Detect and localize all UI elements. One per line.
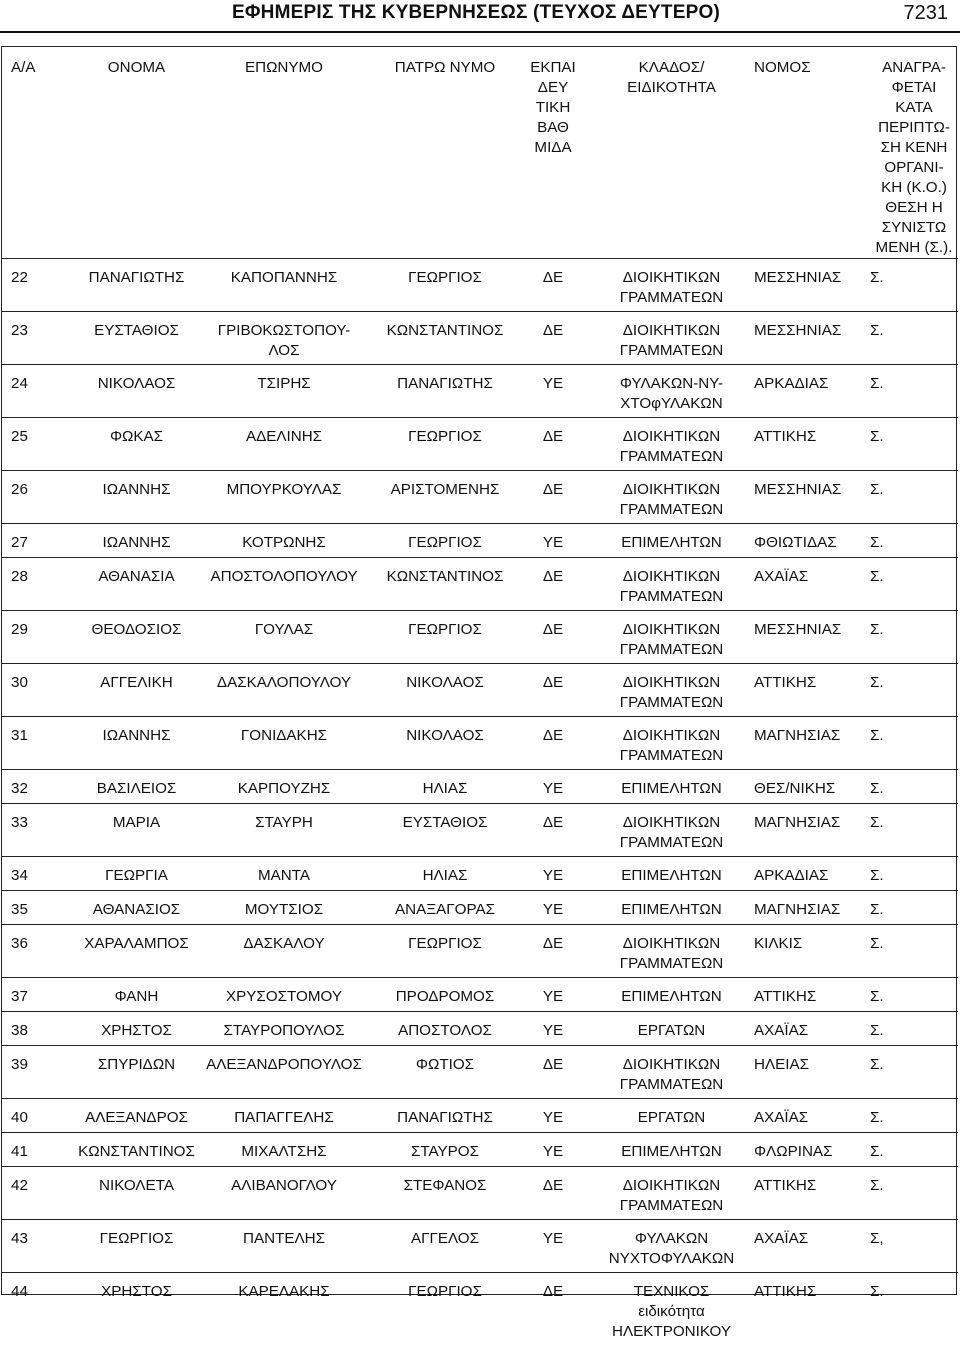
cell-branch: ΕΠΙΜΕΛΗΤΩΝ: [589, 770, 754, 804]
table-row: [2, 1099, 958, 1133]
cell-level: ΔΕ: [517, 312, 589, 365]
cell-branch: ΕΠΙΜΕΛΗΤΩΝ: [589, 524, 754, 558]
cell-post: Σ.: [864, 1167, 958, 1220]
cell-aa: 35: [2, 891, 78, 925]
cell-level: ΥΕ: [517, 1099, 589, 1133]
cell-branch: ΔΙΟΙΚΗΤΙΚΩΝ ΓΡΑΜΜΑΤΕΩΝ: [589, 259, 754, 312]
cell-surname: ΑΛΙΒΑΝΟΓΛΟΥ: [195, 1167, 373, 1220]
cell-surname: ΠΑΝΤΕΛΗΣ: [195, 1220, 373, 1273]
table-row: [2, 524, 958, 558]
cell-branch: ΔΙΟΙΚΗΤΙΚΩΝ ΓΡΑΜΜΑΤΕΩΝ: [589, 804, 754, 857]
cell-surname: ΠΑΠΑΓΓΕΛΗΣ: [195, 1099, 373, 1133]
cell-post: Σ.: [864, 1046, 958, 1099]
cell-post: Σ.: [864, 611, 958, 664]
cell-aa: 33: [2, 804, 78, 857]
table-body: [2, 259, 958, 1345]
cell-prefecture: ΑΤΤΙΚΗΣ: [754, 1273, 864, 1345]
cell-post: Σ.: [864, 978, 958, 1012]
cell-surname: ΜΙΧΑΛΤΣΗΣ: [195, 1133, 373, 1167]
cell-name: ΑΓΓΕΛΙΚΗ: [78, 664, 195, 717]
cell-prefecture: ΑΤΤΙΚΗΣ: [754, 418, 864, 471]
cell-aa: 32: [2, 770, 78, 804]
cell-post: Σ.: [864, 857, 958, 891]
cell-level: ΥΕ: [517, 1012, 589, 1046]
cell-post: Σ.: [864, 1099, 958, 1133]
cell-name: ΘΕΟΔΟΣΙΟΣ: [78, 611, 195, 664]
cell-father: ΓΕΩΡΓΙΟΣ: [373, 259, 517, 312]
cell-father: ΠΡΟΔΡΟΜΟΣ: [373, 978, 517, 1012]
cell-name: ΓΕΩΡΓΙΟΣ: [78, 1220, 195, 1273]
cell-prefecture: ΜΕΣΣΗΝΙΑΣ: [754, 312, 864, 365]
cell-aa: 26: [2, 471, 78, 524]
cell-post: Σ.: [864, 891, 958, 925]
cell-level: ΔΕ: [517, 1046, 589, 1099]
col-header-post: ΑΝΑΓΡΑ- ΦΕΤΑΙ ΚΑΤΑ ΠΕΡΙΠΤΩ- ΣΗ ΚΕΝΗ ΟΡΓΑΝΙ- ΚΗ (Κ.Ο.) ΘΕΣΗ Η ΣΥΝΙΣΤΩ ΜΕΝΗ (Σ.).: [864, 47, 958, 259]
cell-father: ΑΓΓΕΛΟΣ: [373, 1220, 517, 1273]
col-header-surname: ΕΠΩΝΥΜΟ: [195, 47, 373, 259]
table-row: [2, 312, 958, 365]
cell-name: ΧΑΡΑΛΑΜΠΟΣ: [78, 925, 195, 978]
table-row: [2, 891, 958, 925]
table-row: [2, 259, 958, 312]
cell-surname: ΚΑΡΠΟΥΖΗΣ: [195, 770, 373, 804]
cell-surname: ΣΤΑΥΡΗ: [195, 804, 373, 857]
cell-prefecture: ΦΘΙΩΤΙΔΑΣ: [754, 524, 864, 558]
cell-surname: ΑΔΕΛΙΝΗΣ: [195, 418, 373, 471]
cell-father: ΓΕΩΡΓΙΟΣ: [373, 611, 517, 664]
cell-name: ΙΩΑΝΝΗΣ: [78, 717, 195, 770]
cell-name: ΝΙΚΟΛΕΤΑ: [78, 1167, 195, 1220]
cell-level: ΥΕ: [517, 1220, 589, 1273]
cell-name: ΣΠΥΡΙΔΩΝ: [78, 1046, 195, 1099]
cell-prefecture: ΗΛΕΙΑΣ: [754, 1046, 864, 1099]
cell-surname: ΓΟΥΛΑΣ: [195, 611, 373, 664]
cell-name: ΒΑΣΙΛΕΙΟΣ: [78, 770, 195, 804]
cell-aa: 37: [2, 978, 78, 1012]
table-row: [2, 471, 958, 524]
cell-branch: ΦΥΛΑΚΩΝ-ΝΥ- ΧΤΟφΥΛΑΚΩΝ: [589, 365, 754, 418]
cell-level: ΔΕ: [517, 259, 589, 312]
cell-level: ΥΕ: [517, 891, 589, 925]
cell-level: ΥΕ: [517, 770, 589, 804]
cell-surname: ΑΛΕΞΑΝΔΡΟΠΟΥΛΟΣ: [195, 1046, 373, 1099]
cell-prefecture: ΜΕΣΣΗΝΙΑΣ: [754, 471, 864, 524]
cell-prefecture: ΜΑΓΝΗΣΙΑΣ: [754, 804, 864, 857]
cell-surname: ΔΑΣΚΑΛΟΥ: [195, 925, 373, 978]
cell-post: Σ.: [864, 471, 958, 524]
cell-surname: ΔΑΣΚΑΛΟΠΟΥΛΟΥ: [195, 664, 373, 717]
cell-father: ΠΑΝΑΓΙΩΤΗΣ: [373, 1099, 517, 1133]
cell-surname: ΜΑΝΤΑ: [195, 857, 373, 891]
cell-branch: ΔΙΟΙΚΗΤΙΚΩΝ ΓΡΑΜΜΑΤΕΩΝ: [589, 558, 754, 611]
cell-post: Σ.: [864, 259, 958, 312]
table-row: [2, 1046, 958, 1099]
cell-branch: ΕΠΙΜΕΛΗΤΩΝ: [589, 978, 754, 1012]
cell-level: ΔΕ: [517, 664, 589, 717]
table-row: [2, 1012, 958, 1046]
cell-surname: ΓΟΝΙΔΑΚΗΣ: [195, 717, 373, 770]
cell-post: Σ.: [864, 524, 958, 558]
cell-name: ΜΑΡΙΑ: [78, 804, 195, 857]
cell-prefecture: ΜΑΓΝΗΣΙΑΣ: [754, 891, 864, 925]
cell-father: ΚΩΝΣΤΑΝΤΙΝΟΣ: [373, 312, 517, 365]
cell-level: ΔΕ: [517, 1273, 589, 1345]
table-row: [2, 558, 958, 611]
cell-prefecture: ΑΤΤΙΚΗΣ: [754, 1167, 864, 1220]
cell-aa: 24: [2, 365, 78, 418]
cell-surname: ΤΣΙΡΗΣ: [195, 365, 373, 418]
cell-aa: 36: [2, 925, 78, 978]
cell-prefecture: ΑΤΤΙΚΗΣ: [754, 978, 864, 1012]
cell-post: Σ.: [864, 1012, 958, 1046]
table-row: [2, 664, 958, 717]
cell-post: Σ.: [864, 717, 958, 770]
cell-name: ΙΩΑΝΝΗΣ: [78, 524, 195, 558]
cell-aa: 39: [2, 1046, 78, 1099]
cell-branch: ΔΙΟΙΚΗΤΙΚΩΝ ΓΡΑΜΜΑΤΕΩΝ: [589, 664, 754, 717]
cell-name: ΑΘΑΝΑΣΙΑ: [78, 558, 195, 611]
cell-branch: ΕΠΙΜΕΛΗΤΩΝ: [589, 857, 754, 891]
page-number: 7231: [904, 2, 949, 25]
table-row: [2, 1273, 958, 1345]
cell-branch: ΕΡΓΑΤΩΝ: [589, 1099, 754, 1133]
cell-prefecture: ΑΧΑΪΑΣ: [754, 1099, 864, 1133]
cell-name: ΧΡΗΣΤΟΣ: [78, 1012, 195, 1046]
cell-level: ΥΕ: [517, 978, 589, 1012]
cell-surname: ΜΠΟΥΡΚΟΥΛΑΣ: [195, 471, 373, 524]
cell-name: ΕΥΣΤΑΘΙΟΣ: [78, 312, 195, 365]
cell-prefecture: ΜΕΣΣΗΝΙΑΣ: [754, 259, 864, 312]
cell-branch: ΔΙΟΙΚΗΤΙΚΩΝ ΓΡΑΜΜΑΤΕΩΝ: [589, 925, 754, 978]
cell-post: Σ.: [864, 1133, 958, 1167]
cell-post: Σ.: [864, 1273, 958, 1345]
cell-aa: 28: [2, 558, 78, 611]
cell-aa: 42: [2, 1167, 78, 1220]
cell-branch: ΦΥΛΑΚΩΝ ΝΥΧΤΟΦΥΛΑΚΩΝ: [589, 1220, 754, 1273]
table-row: [2, 717, 958, 770]
table-row: [2, 611, 958, 664]
table-row: [2, 925, 958, 978]
cell-father: ΗΛΙΑΣ: [373, 770, 517, 804]
cell-name: ΦΑΝΗ: [78, 978, 195, 1012]
cell-prefecture: ΑΡΚΑΔΙΑΣ: [754, 365, 864, 418]
cell-name: ΑΛΕΞΑΝΔΡΟΣ: [78, 1099, 195, 1133]
table-row: [2, 804, 958, 857]
table-header-row: [2, 47, 958, 259]
col-header-name: ΟΝΟΜΑ: [78, 47, 195, 259]
cell-post: Σ.: [864, 664, 958, 717]
cell-level: ΥΕ: [517, 1133, 589, 1167]
cell-father: ΠΑΝΑΓΙΩΤΗΣ: [373, 365, 517, 418]
cell-post: Σ.: [864, 804, 958, 857]
cell-prefecture: ΑΧΑΪΑΣ: [754, 558, 864, 611]
cell-level: ΔΕ: [517, 558, 589, 611]
cell-post: Σ.: [864, 312, 958, 365]
cell-prefecture: ΑΡΚΑΔΙΑΣ: [754, 857, 864, 891]
cell-level: ΔΕ: [517, 471, 589, 524]
cell-branch: ΔΙΟΙΚΗΤΙΚΩΝ ΓΡΑΜΜΑΤΕΩΝ: [589, 471, 754, 524]
col-header-branch: ΚΛΑΔΟΣ/ ΕΙΔΙΚΟΤΗΤΑ: [589, 47, 754, 259]
cell-prefecture: ΦΛΩΡΙΝΑΣ: [754, 1133, 864, 1167]
gazette-title: ΕΦΗΜΕΡΙΣ ΤΗΣ ΚΥΒΕΡΝΗΣΕΩΣ (ΤΕΥΧΟΣ ΔΕΥΤΕΡΟ): [232, 2, 720, 24]
table-row: [2, 418, 958, 471]
cell-aa: 22: [2, 259, 78, 312]
cell-father: ΓΕΩΡΓΙΟΣ: [373, 524, 517, 558]
cell-surname: ΜΟΥΤΣΙΟΣ: [195, 891, 373, 925]
cell-branch: ΔΙΟΙΚΗΤΙΚΩΝ ΓΡΑΜΜΑΤΕΩΝ: [589, 312, 754, 365]
cell-father: ΓΕΩΡΓΙΟΣ: [373, 418, 517, 471]
cell-father: ΝΙΚΟΛΑΟΣ: [373, 717, 517, 770]
cell-branch: ΔΙΟΙΚΗΤΙΚΩΝ ΓΡΑΜΜΑΤΕΩΝ: [589, 418, 754, 471]
cell-branch: ΔΙΟΙΚΗΤΙΚΩΝ ΓΡΑΜΜΑΤΕΩΝ: [589, 1046, 754, 1099]
cell-level: ΥΕ: [517, 365, 589, 418]
cell-aa: 38: [2, 1012, 78, 1046]
cell-name: ΙΩΑΝΝΗΣ: [78, 471, 195, 524]
cell-father: ΕΥΣΤΑΘΙΟΣ: [373, 804, 517, 857]
table-frame: [1, 46, 957, 1295]
cell-prefecture: ΚΙΛΚΙΣ: [754, 925, 864, 978]
table-row: [2, 1220, 958, 1273]
cell-aa: 23: [2, 312, 78, 365]
cell-aa: 29: [2, 611, 78, 664]
cell-branch: ΔΙΟΙΚΗΤΙΚΩΝ ΓΡΑΜΜΑΤΕΩΝ: [589, 611, 754, 664]
cell-father: ΣΤΕΦΑΝΟΣ: [373, 1167, 517, 1220]
cell-surname: ΣΤΑΥΡΟΠΟΥΛΟΣ: [195, 1012, 373, 1046]
cell-aa: 44: [2, 1273, 78, 1345]
cell-level: ΔΕ: [517, 1167, 589, 1220]
col-header-level: ΕΚΠΑΙ ΔΕΥ ΤΙΚΗ ΒΑΘ ΜΙΔΑ: [517, 47, 589, 259]
cell-level: ΔΕ: [517, 717, 589, 770]
cell-name: ΝΙΚΟΛΑΟΣ: [78, 365, 195, 418]
cell-father: ΣΤΑΥΡΟΣ: [373, 1133, 517, 1167]
col-header-prefecture: ΝΟΜΟΣ: [754, 47, 864, 259]
cell-prefecture: ΜΕΣΣΗΝΙΑΣ: [754, 611, 864, 664]
cell-father: ΓΕΩΡΓΙΟΣ: [373, 925, 517, 978]
cell-name: ΧΡΗΣΤΟΣ: [78, 1273, 195, 1345]
cell-level: ΔΕ: [517, 611, 589, 664]
cell-name: ΠΑΝΑΓΙΩΤΗΣ: [78, 259, 195, 312]
cell-prefecture: ΑΧΑΪΑΣ: [754, 1012, 864, 1046]
cell-surname: ΚΑΠΟΠΑΝΝΗΣ: [195, 259, 373, 312]
col-header-aa: Α/Α: [2, 47, 78, 259]
cell-post: Σ,: [864, 1220, 958, 1273]
cell-level: ΥΕ: [517, 524, 589, 558]
cell-father: ΑΠΟΣΤΟΛΟΣ: [373, 1012, 517, 1046]
cell-father: ΓΕΩΡΓΙΟΣ: [373, 1273, 517, 1345]
cell-name: ΚΩΝΣΤΑΝΤΙΝΟΣ: [78, 1133, 195, 1167]
cell-branch: ΔΙΟΙΚΗΤΙΚΩΝ ΓΡΑΜΜΑΤΕΩΝ: [589, 717, 754, 770]
cell-surname: ΚΑΡΕΛΑΚΗΣ: [195, 1273, 373, 1345]
cell-aa: 40: [2, 1099, 78, 1133]
table-row: [2, 365, 958, 418]
header-rule: [0, 31, 960, 33]
cell-post: Σ.: [864, 558, 958, 611]
cell-branch: ΤΕΧΝΙΚΟΣ ειδικότητα ΗΛΕΚΤΡΟΝΙΚΟΥ: [589, 1273, 754, 1345]
table-row: [2, 1133, 958, 1167]
cell-post: Σ.: [864, 925, 958, 978]
cell-branch: ΕΠΙΜΕΛΗΤΩΝ: [589, 891, 754, 925]
cell-prefecture: ΘΕΣ/ΝΙΚΗΣ: [754, 770, 864, 804]
cell-name: ΓΕΩΡΓΙΑ: [78, 857, 195, 891]
cell-post: Σ.: [864, 418, 958, 471]
cell-name: ΑΘΑΝΑΣΙΟΣ: [78, 891, 195, 925]
cell-aa: 43: [2, 1220, 78, 1273]
cell-father: ΚΩΝΣΤΑΝΤΙΝΟΣ: [373, 558, 517, 611]
cell-aa: 31: [2, 717, 78, 770]
cell-level: ΔΕ: [517, 925, 589, 978]
cell-aa: 41: [2, 1133, 78, 1167]
cell-level: ΔΕ: [517, 804, 589, 857]
cell-father: ΑΡΙΣΤΟΜΕΝΗΣ: [373, 471, 517, 524]
cell-father: ΗΛΙΑΣ: [373, 857, 517, 891]
cell-surname: ΧΡΥΣΟΣΤΟΜΟΥ: [195, 978, 373, 1012]
cell-aa: 30: [2, 664, 78, 717]
table-row: [2, 857, 958, 891]
cell-prefecture: ΑΤΤΙΚΗΣ: [754, 664, 864, 717]
page-header: [0, 0, 960, 34]
col-header-father: ΠΑΤΡΩ ΝΥΜΟ: [373, 47, 517, 259]
cell-branch: ΕΡΓΑΤΩΝ: [589, 1012, 754, 1046]
cell-branch: ΔΙΟΙΚΗΤΙΚΩΝ ΓΡΑΜΜΑΤΕΩΝ: [589, 1167, 754, 1220]
cell-aa: 34: [2, 857, 78, 891]
cell-aa: 25: [2, 418, 78, 471]
cell-surname: ΑΠΟΣΤΟΛΟΠΟΥΛΟΥ: [195, 558, 373, 611]
cell-level: ΥΕ: [517, 857, 589, 891]
cell-father: ΝΙΚΟΛΑΟΣ: [373, 664, 517, 717]
cell-level: ΔΕ: [517, 418, 589, 471]
cell-post: Σ.: [864, 770, 958, 804]
table-row: [2, 978, 958, 1012]
cell-aa: 27: [2, 524, 78, 558]
cell-prefecture: ΜΑΓΝΗΣΙΑΣ: [754, 717, 864, 770]
cell-surname: ΓΡΙΒΟΚΩΣΤΟΠΟΥ- ΛΟΣ: [195, 312, 373, 365]
cell-father: ΦΩΤΙΟΣ: [373, 1046, 517, 1099]
cell-surname: ΚΟΤΡΩΝΗΣ: [195, 524, 373, 558]
cell-father: ΑΝΑΞΑΓΟΡΑΣ: [373, 891, 517, 925]
table-row: [2, 770, 958, 804]
cell-name: ΦΩΚΑΣ: [78, 418, 195, 471]
table-row: [2, 1167, 958, 1220]
cell-branch: ΕΠΙΜΕΛΗΤΩΝ: [589, 1133, 754, 1167]
cell-post: Σ.: [864, 365, 958, 418]
staff-table: [2, 47, 958, 1345]
cell-prefecture: ΑΧΑΪΑΣ: [754, 1220, 864, 1273]
